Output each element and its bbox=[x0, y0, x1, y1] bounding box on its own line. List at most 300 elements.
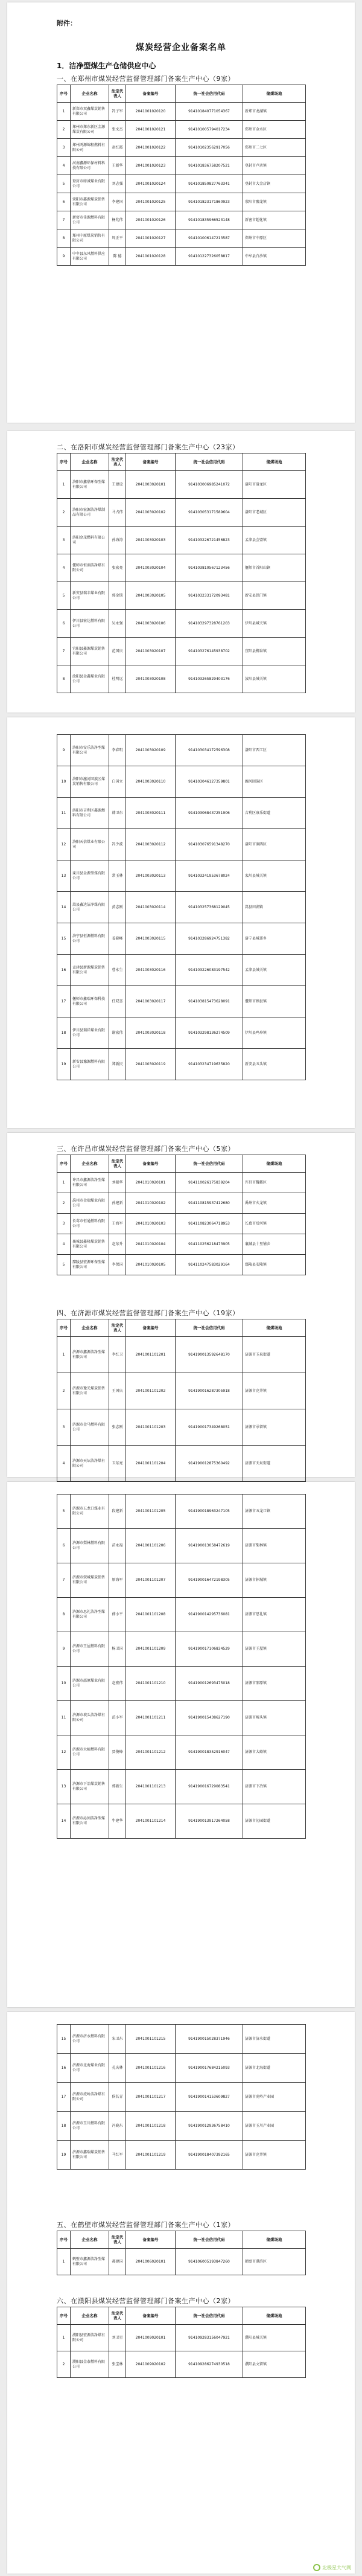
table-cell: 姜晓峰 bbox=[109, 923, 126, 955]
table-cell: 济源市五龙口煤业有限公司 bbox=[71, 1495, 109, 1529]
table-cell: 济源市济水燃料有限公司 bbox=[71, 2025, 109, 2054]
table-cell: 2041003020110 bbox=[126, 766, 176, 798]
table-cell: 洛阳市鑫鼎环保型煤有限公司 bbox=[71, 471, 109, 499]
table-cell: 914101005794017234 bbox=[176, 121, 243, 139]
table-row bbox=[57, 193, 306, 211]
table-cell: 914190018407392165 bbox=[176, 2141, 243, 2170]
table-cell: 914109286274930518 bbox=[176, 2351, 243, 2378]
table-cell: 韩卫东 bbox=[109, 798, 126, 829]
table-cell: 周正平 bbox=[109, 229, 126, 248]
table-cell: 瀍河回族区 bbox=[243, 766, 306, 798]
table-cell: 2041010020103 bbox=[126, 1214, 176, 1234]
table-row bbox=[57, 1409, 306, 1446]
table-cell: 914190017684215093 bbox=[176, 2054, 243, 2083]
table-cell: 长葛市恒通燃料有限公司 bbox=[71, 1214, 109, 1234]
table-cell: 3 bbox=[57, 1409, 71, 1446]
table-cell: 914103234719635820 bbox=[176, 1049, 243, 1080]
table-cell: 济源市五龙口镇 bbox=[243, 1495, 306, 1529]
table-cell: 2041001101210 bbox=[126, 1667, 176, 1701]
table-row bbox=[57, 1173, 306, 1193]
column-header: 企业名称 bbox=[71, 85, 109, 103]
table-row bbox=[57, 2249, 306, 2275]
column-header: 备案编号 bbox=[126, 2231, 176, 2249]
table-cell: 济源市济水街道 bbox=[243, 2025, 306, 2054]
table-cell: 2041001020121 bbox=[126, 121, 176, 139]
table-cell: 2041001020122 bbox=[126, 139, 176, 157]
table-cell: 李保国 bbox=[109, 1255, 126, 1275]
table-cell: 15 bbox=[57, 2025, 71, 2054]
table-cell: 王海军 bbox=[109, 1214, 126, 1234]
table-cell: 杨卫国 bbox=[109, 1632, 126, 1667]
table-cell: 李春明 bbox=[109, 735, 126, 766]
column-header: 企业名称 bbox=[71, 453, 109, 471]
table-cell: 王建设 bbox=[109, 471, 126, 499]
table-cell: 2041003020109 bbox=[126, 735, 176, 766]
table-cell: 2041001101212 bbox=[126, 1735, 176, 1770]
table-cell: 郑州市中原区 bbox=[243, 229, 306, 248]
table-header-row bbox=[57, 453, 306, 471]
document-page bbox=[7, 1482, 355, 2007]
table-cell: 6 bbox=[57, 610, 71, 638]
column-header: 备案编号 bbox=[126, 1155, 176, 1173]
table-cell: 济源市大峪燃料有限公司 bbox=[71, 1735, 109, 1770]
table-row bbox=[57, 1735, 306, 1770]
table-cell: 孟津县城关镇 bbox=[243, 955, 306, 986]
table-cell: 2041001020123 bbox=[126, 157, 176, 175]
table-cell: 济源市大峪镇 bbox=[243, 1735, 306, 1770]
column-header: 储煤场地 bbox=[243, 1319, 306, 1337]
table-cell: 10 bbox=[57, 1667, 71, 1701]
table-cell: 914103297328761203 bbox=[176, 610, 243, 638]
table-cell: 任双喜 bbox=[109, 986, 126, 1017]
table-cell: 刘卫星 bbox=[109, 2325, 126, 2351]
table-cell: 2041003020116 bbox=[126, 955, 176, 986]
annex-label: 附件： bbox=[57, 19, 77, 27]
table-cell: 新密市超化镇 bbox=[243, 211, 306, 229]
table-cell: 登封市卢店镇 bbox=[243, 157, 306, 175]
table-cell: 赵红霞 bbox=[109, 139, 126, 157]
table-cell: 914190012936758410 bbox=[176, 2112, 243, 2141]
table-row bbox=[57, 860, 306, 892]
table-cell: 914109283156047921 bbox=[176, 2325, 243, 2351]
table-cell: 914103265829403176 bbox=[176, 665, 243, 693]
column-header: 法定代表人 bbox=[109, 2307, 126, 2325]
table-cell: 济源市下冶镇 bbox=[243, 1770, 306, 1804]
table-cell: 孔庆林 bbox=[109, 2054, 126, 2083]
table-cell: 7 bbox=[57, 1563, 71, 1598]
table-cell: 洛阳市西工区 bbox=[243, 735, 306, 766]
column-header: 备案编号 bbox=[126, 453, 176, 471]
table-cell: 冯子军 bbox=[109, 103, 126, 121]
table-cell: 14 bbox=[57, 892, 71, 923]
table-row bbox=[57, 798, 306, 829]
table-cell: 赵东升 bbox=[109, 1234, 126, 1255]
table-header-row bbox=[57, 1319, 306, 1337]
column-header: 备案编号 bbox=[126, 85, 176, 103]
column-header: 企业名称 bbox=[71, 2231, 109, 2249]
column-header: 法定代表人 bbox=[109, 1319, 126, 1337]
column-header: 法定代表人 bbox=[109, 2231, 126, 2249]
section-heading: 三、在许昌市煤炭经营监督管理部门备案生产中心（5家） bbox=[57, 1145, 235, 1153]
table-row bbox=[57, 1193, 306, 1214]
table-cell: 杜明远 bbox=[109, 665, 126, 693]
table-cell: 洛阳市宏源洁净煤制品有限公司 bbox=[71, 499, 109, 527]
table-cell: 济源市下冶煤炭销售有限公司 bbox=[71, 1770, 109, 1804]
column-header: 统一社会信用代码 bbox=[176, 85, 243, 103]
table-cell: 914190018352916047 bbox=[176, 1735, 243, 1770]
table-cell: 914190018963247105 bbox=[176, 1495, 243, 1529]
table-cell: 洛阳天信煤业有限公司 bbox=[71, 829, 109, 860]
table-cell: 宜阳县柳泉镇 bbox=[243, 638, 306, 665]
column-header: 序号 bbox=[57, 2307, 71, 2325]
table-row bbox=[57, 665, 306, 693]
document-page bbox=[7, 2, 355, 423]
table-cell: 914103815473628091 bbox=[176, 986, 243, 1017]
table-cell: 914110026175839204 bbox=[176, 1173, 243, 1193]
table-cell: 鄢陵县宏源环保型煤有限公司 bbox=[71, 1255, 109, 1275]
table-cell: 2041003020112 bbox=[126, 829, 176, 860]
table-cell: 914103257368129045 bbox=[176, 892, 243, 923]
table-cell: 914103226721456823 bbox=[176, 527, 243, 554]
table-cell: 914190014295736081 bbox=[176, 1598, 243, 1632]
table-cell: 济源市天坛街道 bbox=[243, 1446, 306, 1482]
brand-logo-icon bbox=[313, 2564, 320, 2571]
table-cell: 范小军 bbox=[109, 1701, 126, 1735]
table-cell: 济源市玉川燃料有限公司 bbox=[71, 2112, 109, 2141]
table-cell: 914103226083197542 bbox=[176, 955, 243, 986]
table-cell: 禹州市金瑞煤业有限公司 bbox=[71, 1193, 109, 1214]
table-row bbox=[57, 139, 306, 157]
table-row bbox=[57, 229, 306, 248]
table-cell: 2041003020107 bbox=[126, 638, 176, 665]
table-row bbox=[57, 1770, 306, 1804]
table-cell: 济源市轵城煤炭销售有限公司 bbox=[71, 1563, 109, 1598]
table-cell: 济源市北海街道 bbox=[243, 2054, 306, 2083]
table-cell: 2041003020118 bbox=[126, 1017, 176, 1049]
table-cell: 9 bbox=[57, 248, 71, 266]
table-cell: 2041006020101 bbox=[126, 2249, 176, 2275]
column-header: 企业名称 bbox=[71, 1155, 109, 1173]
table-cell: 济源市鑫瑞煤炭销售有限公司 bbox=[71, 2141, 109, 2170]
table-cell: 洛宁县城郊乡 bbox=[243, 923, 306, 955]
table-cell: 杨兆伟 bbox=[109, 211, 126, 229]
table-cell: 河南鑫源环保材料科技有限公司 bbox=[71, 157, 109, 175]
table-cell: 914190017349268051 bbox=[176, 1409, 243, 1446]
table-cell: 914103046127359801 bbox=[176, 766, 243, 798]
table-cell: 2041001101203 bbox=[126, 1409, 176, 1446]
column-header: 法定代表人 bbox=[109, 453, 126, 471]
column-header: 统一社会信用代码 bbox=[176, 2231, 243, 2249]
table-cell: 济源市虎岭洁净煤有限公司 bbox=[71, 2083, 109, 2112]
table-row bbox=[57, 1234, 306, 1255]
table-cell: 许昌市魏都区 bbox=[243, 1173, 306, 1193]
table-cell: 5 bbox=[57, 1255, 71, 1275]
table-cell: 济源市轵城镇 bbox=[243, 1563, 306, 1598]
table-cell: 汝阳县金鑫煤业有限公司 bbox=[71, 665, 109, 693]
table-cell: 郑州市金水区 bbox=[243, 121, 306, 139]
table-cell: 17 bbox=[57, 2083, 71, 2112]
document-title: 煤炭经营企业备案名单 bbox=[136, 43, 226, 53]
table-cell: 914103034172596308 bbox=[176, 735, 243, 766]
table-cell: 牛建华 bbox=[109, 1804, 126, 1839]
registry-table bbox=[57, 1319, 306, 1482]
table-cell: 2041001101218 bbox=[126, 2112, 176, 2141]
table-cell: 3 bbox=[57, 527, 71, 554]
table-cell: 18 bbox=[57, 1017, 71, 1049]
table-cell: 洛阳金茂燃料有限公司 bbox=[71, 527, 109, 554]
table-cell: 汝阳县城关镇 bbox=[243, 665, 306, 693]
table-cell: 13 bbox=[57, 860, 71, 892]
table-cell: 2041001101216 bbox=[126, 2054, 176, 2083]
table-cell: 914190016472198305 bbox=[176, 1563, 243, 1598]
table-cell: 914190012875360492 bbox=[176, 1446, 243, 1482]
table-cell: 济源市沁园街道 bbox=[243, 1804, 306, 1839]
table-cell: 7 bbox=[57, 638, 71, 665]
table-cell: 新安县豫源燃料有限公司 bbox=[71, 1049, 109, 1080]
table-cell: 6 bbox=[57, 1529, 71, 1563]
table-cell: 2041001101205 bbox=[126, 1495, 176, 1529]
table-cell: 5 bbox=[57, 582, 71, 610]
table-cell: 济源市邵原镇 bbox=[243, 1667, 306, 1701]
table-cell: 济源市虎岭产业园 bbox=[243, 2083, 306, 2112]
table-cell: 马占伟 bbox=[109, 499, 126, 527]
table-cell: 17 bbox=[57, 986, 71, 1017]
table-cell: 14 bbox=[57, 1804, 71, 1839]
table-cell: 2041001101219 bbox=[126, 2141, 176, 2170]
table-row bbox=[57, 157, 306, 175]
table-cell: 2041009020101 bbox=[126, 2325, 176, 2351]
table-cell: 5 bbox=[57, 1495, 71, 1529]
table-row bbox=[57, 248, 306, 266]
registry-table bbox=[57, 2024, 306, 2170]
table-cell: 914103068437251906 bbox=[176, 798, 243, 829]
table-cell: 济源市承留镇 bbox=[243, 1409, 306, 1446]
table-cell: 郑州市郑东新区金源煤炭有限公司 bbox=[71, 121, 109, 139]
table-cell: 4 bbox=[57, 1446, 71, 1482]
site-watermark bbox=[313, 2564, 351, 2571]
table-cell: 914190014153609827 bbox=[176, 2083, 243, 2112]
table-cell: 长葛市后河镇 bbox=[243, 1214, 306, 1234]
registry-table bbox=[57, 1155, 306, 1275]
table-cell: 2041010020105 bbox=[126, 1255, 176, 1275]
table-cell: 2041003020111 bbox=[126, 798, 176, 829]
table-cell: 2 bbox=[57, 1373, 71, 1409]
table-cell: 薛小平 bbox=[109, 1598, 126, 1632]
table-cell: 2041003020104 bbox=[126, 554, 176, 582]
table-cell: 偃师市首阳山镇 bbox=[243, 554, 306, 582]
column-header: 备案编号 bbox=[126, 2307, 176, 2325]
table-cell: 宋卫东 bbox=[109, 2025, 126, 2054]
table-cell: 贾俊峰 bbox=[109, 1735, 126, 1770]
table-cell: 1 bbox=[57, 2325, 71, 2351]
table-cell: 郑新民 bbox=[109, 1049, 126, 1080]
table-cell: 6 bbox=[57, 193, 71, 211]
table-cell: 荥阳市鑫源煤炭销售有限公司 bbox=[71, 193, 109, 211]
table-cell: 3 bbox=[57, 1214, 71, 1234]
table-cell: 刘振华 bbox=[109, 1173, 126, 1193]
table-cell: 新郑市龙湖镇 bbox=[243, 103, 306, 121]
document-page bbox=[7, 1133, 355, 1477]
table-cell: 914101227326058817 bbox=[176, 248, 243, 266]
table-cell: 10 bbox=[57, 766, 71, 798]
table-cell: 栾川县城关镇 bbox=[243, 860, 306, 892]
table-cell: 中牟县白沙镇 bbox=[243, 248, 306, 266]
table-cell: 济源市豫光煤炭销售有限公司 bbox=[71, 1373, 109, 1409]
column-header: 储煤场地 bbox=[243, 85, 306, 103]
table-row bbox=[57, 2112, 306, 2141]
table-cell: 洛阳市洛龙区 bbox=[243, 471, 306, 499]
table-cell: 2041003020115 bbox=[126, 923, 176, 955]
table-cell: 济源市玉川产业园 bbox=[243, 2112, 306, 2141]
table-cell: 5 bbox=[57, 175, 71, 193]
table-cell: 2041003020119 bbox=[126, 1049, 176, 1080]
table-cell: 914103276145938702 bbox=[176, 638, 243, 665]
table-cell: 2041003020114 bbox=[126, 892, 176, 923]
table-row bbox=[57, 2351, 306, 2378]
table-cell: 洛阳市瀍河回族区煤炭销售有限公司 bbox=[71, 766, 109, 798]
table-cell: 孟津县会盟镇 bbox=[243, 527, 306, 554]
table-cell: 郝建国 bbox=[109, 2249, 126, 2275]
table-cell: 济源市梨林燃料有限公司 bbox=[71, 1529, 109, 1563]
table-row bbox=[57, 1598, 306, 1632]
table-cell: 禹州市火龙镇 bbox=[243, 1193, 306, 1214]
table-cell: 2041010020102 bbox=[126, 1193, 176, 1214]
table-cell: 谢宏伟 bbox=[109, 1017, 126, 1049]
table-row bbox=[57, 2083, 306, 2112]
table-cell: 伊川县瑞祥煤业有限公司 bbox=[71, 1017, 109, 1049]
table-cell: 登封市大金店镇 bbox=[243, 175, 306, 193]
table-cell: 李红卫 bbox=[109, 1337, 126, 1373]
table-cell: 914103810567123456 bbox=[176, 554, 243, 582]
table-row bbox=[57, 735, 306, 766]
document-page bbox=[7, 717, 355, 1128]
table-cell: 2041001020126 bbox=[126, 211, 176, 229]
table-cell: 914190013592648170 bbox=[176, 1337, 243, 1373]
table-cell: 2 bbox=[57, 121, 71, 139]
table-cell: 2041010020104 bbox=[126, 1234, 176, 1255]
table-row bbox=[57, 955, 306, 986]
table-cell: 2 bbox=[57, 499, 71, 527]
column-header: 储煤场地 bbox=[243, 2307, 306, 2325]
table-cell: 济源市沁园洁净型煤有限公司 bbox=[71, 1804, 109, 1839]
table-cell: 郭新生 bbox=[109, 1770, 126, 1804]
table-cell: 2041001020125 bbox=[126, 193, 176, 211]
table-cell: 2041003020117 bbox=[126, 986, 176, 1017]
table-cell: 2041001101207 bbox=[126, 1563, 176, 1598]
table-cell: 2041003020108 bbox=[126, 665, 176, 693]
table-cell: 9 bbox=[57, 735, 71, 766]
table-cell: 2041003020105 bbox=[126, 582, 176, 610]
section-heading: 四、在济源市煤炭经营监督管理部门备案生产中心（19家） bbox=[57, 1309, 240, 1317]
column-header: 储煤场地 bbox=[243, 2231, 306, 2249]
table-cell: 曹永生 bbox=[109, 955, 126, 986]
column-header: 法定代表人 bbox=[109, 1155, 126, 1173]
table-cell: 济源市坡头镇 bbox=[243, 1701, 306, 1735]
table-cell: 洛阳市老城区 bbox=[243, 499, 306, 527]
table-cell: 偃师市顾县镇 bbox=[243, 986, 306, 1017]
table-cell: 济源市北海煤业有限公司 bbox=[71, 2054, 109, 2083]
table-cell: 8 bbox=[57, 1598, 71, 1632]
table-cell: 济源市邵原煤业有限公司 bbox=[71, 1667, 109, 1701]
registry-table bbox=[57, 2307, 306, 2378]
table-cell: 2041001101215 bbox=[126, 2025, 176, 2054]
column-header: 序号 bbox=[57, 1155, 71, 1173]
table-cell: 荥阳市豫龙镇 bbox=[243, 193, 306, 211]
table-cell: 914190016287305918 bbox=[176, 1373, 243, 1409]
section-heading: 六、在濮阳县煤炭经营监督管理部门备案生产中心（2家） bbox=[57, 2297, 235, 2305]
table-cell: 吴永强 bbox=[109, 610, 126, 638]
table-cell: 济源市金马燃料有限公司 bbox=[71, 1409, 109, 1446]
table-row bbox=[57, 527, 306, 554]
table-cell: 2041003020106 bbox=[126, 610, 176, 638]
column-header: 序号 bbox=[57, 85, 71, 103]
table-cell: 914101836758207521 bbox=[176, 157, 243, 175]
document-page bbox=[7, 431, 355, 713]
section-heading: 一、在郑州市煤炭经营监督管理部门备案生产中心（9家） bbox=[57, 75, 235, 83]
table-row bbox=[57, 499, 306, 527]
table-cell: 张文杰 bbox=[109, 121, 126, 139]
table-cell: 4 bbox=[57, 554, 71, 582]
table-cell: 1 bbox=[57, 103, 71, 121]
registry-table bbox=[57, 2231, 306, 2275]
table-cell: 伊川县宏达燃料有限公司 bbox=[71, 610, 109, 638]
table-cell: 郑州鸿源锦程燃料有限公司 bbox=[71, 139, 109, 157]
registry-table bbox=[57, 85, 306, 266]
table-cell: 卫东亮 bbox=[109, 1446, 126, 1482]
table-row bbox=[57, 121, 306, 139]
column-header: 序号 bbox=[57, 2231, 71, 2249]
table-cell: 914101850827763341 bbox=[176, 175, 243, 193]
table-cell: 19 bbox=[57, 1049, 71, 1080]
column-header: 序号 bbox=[57, 1319, 71, 1337]
table-row bbox=[57, 892, 306, 923]
table-cell: 王国庆 bbox=[109, 1373, 126, 1409]
table-header-row bbox=[57, 85, 306, 103]
table-cell: 914190016729083541 bbox=[176, 1770, 243, 1804]
table-row bbox=[57, 1446, 306, 1482]
column-header: 备案编号 bbox=[126, 1319, 176, 1337]
table-cell: 郑州市二七区 bbox=[243, 139, 306, 157]
column-header: 企业名称 bbox=[71, 2307, 109, 2325]
table-cell: 洛宁县恒源燃料有限公司 bbox=[71, 923, 109, 955]
table-cell: 李建国 bbox=[109, 193, 126, 211]
table-row bbox=[57, 1529, 306, 1563]
category-heading: 1．洁净型煤生产仓储供应中心 bbox=[57, 62, 156, 70]
table-cell: 4 bbox=[57, 1234, 71, 1255]
table-cell: 12 bbox=[57, 829, 71, 860]
table-cell: 鄢陵县安陵镇 bbox=[243, 1255, 306, 1275]
table-cell: 济源市天坛洁净煤有限公司 bbox=[71, 1446, 109, 1482]
table-row bbox=[57, 1804, 306, 1839]
table-cell: 1 bbox=[57, 2249, 71, 2275]
table-cell: 张宝林 bbox=[109, 2351, 126, 2378]
table-row bbox=[57, 1214, 306, 1234]
table-cell: 914110247583029164 bbox=[176, 1255, 243, 1275]
column-header: 储煤场地 bbox=[243, 453, 306, 471]
table-row bbox=[57, 471, 306, 499]
table-cell: 马红军 bbox=[109, 2141, 126, 2170]
table-cell: 济源市克井镇 bbox=[243, 1373, 306, 1409]
table-cell: 济源市鑫源洁净型煤有限公司 bbox=[71, 1337, 109, 1373]
table-row bbox=[57, 554, 306, 582]
table-cell: 段建新 bbox=[109, 1495, 126, 1529]
table-cell: 济源市王屋镇 bbox=[243, 1632, 306, 1667]
table-cell: 914103241953678024 bbox=[176, 860, 243, 892]
table-cell: 伊川县鸣皋镇 bbox=[243, 1017, 306, 1049]
table-cell: 2041001020120 bbox=[126, 103, 176, 121]
table-cell: 洛阳市吉利区鑫源燃料有限公司 bbox=[71, 798, 109, 829]
column-header: 法定代表人 bbox=[109, 85, 126, 103]
